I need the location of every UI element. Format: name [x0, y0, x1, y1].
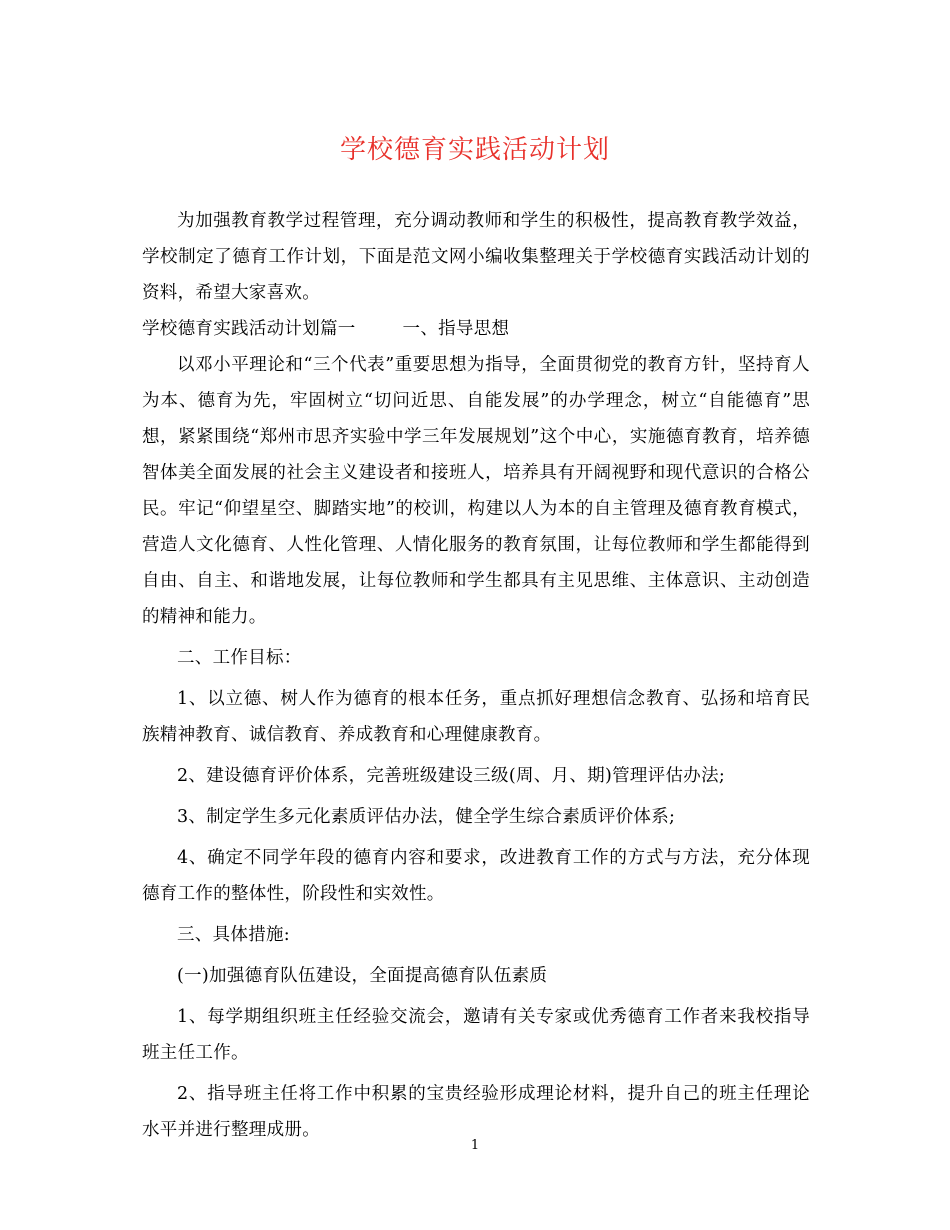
section-subheading: 一、指导思想 [402, 319, 510, 339]
measure-item: 2、指导班主任将工作中积累的宝贵经验形成理论材料，提升自己的班主任理论水平并进行整理成册。 [142, 1084, 810, 1140]
goal-item: 4、确定不同学年段的德育内容和要求，改进教育工作的方式与方法，充分体现德育工作的整体性，阶段性和实效性。 [142, 848, 810, 904]
section-heading: 学校德育实践活动计划篇一 [142, 319, 356, 339]
section-heading-line [142, 311, 810, 347]
measures-heading: 三、具体措施: [177, 925, 290, 945]
document-title: 学校德育实践活动计划 [339, 135, 610, 165]
measures-subheading: (一)加强德育队伍建设，全面提高德育队伍素质 [177, 966, 548, 986]
goal-item: 3、制定学生多元化素质评估办法，健全学生综合素质评价体系; [177, 807, 676, 827]
goal-item: 1、以立德、树人作为德育的根本任务，重点抓好理想信念教育、弘扬和培育民族精神教育、诚信教育、养成教育和心理健康教育。 [142, 689, 810, 745]
goals-heading: 二、工作目标： [177, 648, 302, 668]
guiding-thought-paragraph: 以邓小平理论和“三个代表”重要思想为指导，全面贯彻党的教育方针，坚持育人为本、德育为先，牢固树立“切问近思、自能发展”的办学理念，树立“自能德育”思想，紧紧围绕“郑州市思齐实验中学三年发展规划”这个中心，实施德育教育，培养德智体美全面发展的社会主义建设者和接班人，培养具有开阔视野和现代意识的合格公民。牢记“仰望星空、脚踏实地”的校训，构建以人为本的自主管理及德育教育模式，营造人文化德育、人性化管理、人情化服务的教育氛围，让每位教师和学生都能得到自由、自主、和谐地发展，让每位教师和学生都具有主见思维、主体意识、主动创造的精神和能力。 [142, 355, 810, 627]
page-number: 1 [470, 1138, 480, 1153]
measure-item: 1、每学期组织班主任经验交流会，邀请有关专家或优秀德育工作者来我校指导班主任工作。 [142, 1007, 810, 1063]
document-body [142, 203, 810, 1148]
intro-paragraph: 为加强教育教学过程管理，充分调动教师和学生的积极性，提高教育教学效益，学校制定了德育工作计划，下面是范文网小编收集整理关于学校德育实践活动计划的资料，希望大家喜欢。 [142, 211, 810, 303]
goal-item: 2、建设德育评价体系，完善班级建设三级(周、月、期)管理评估办法; [177, 766, 726, 786]
